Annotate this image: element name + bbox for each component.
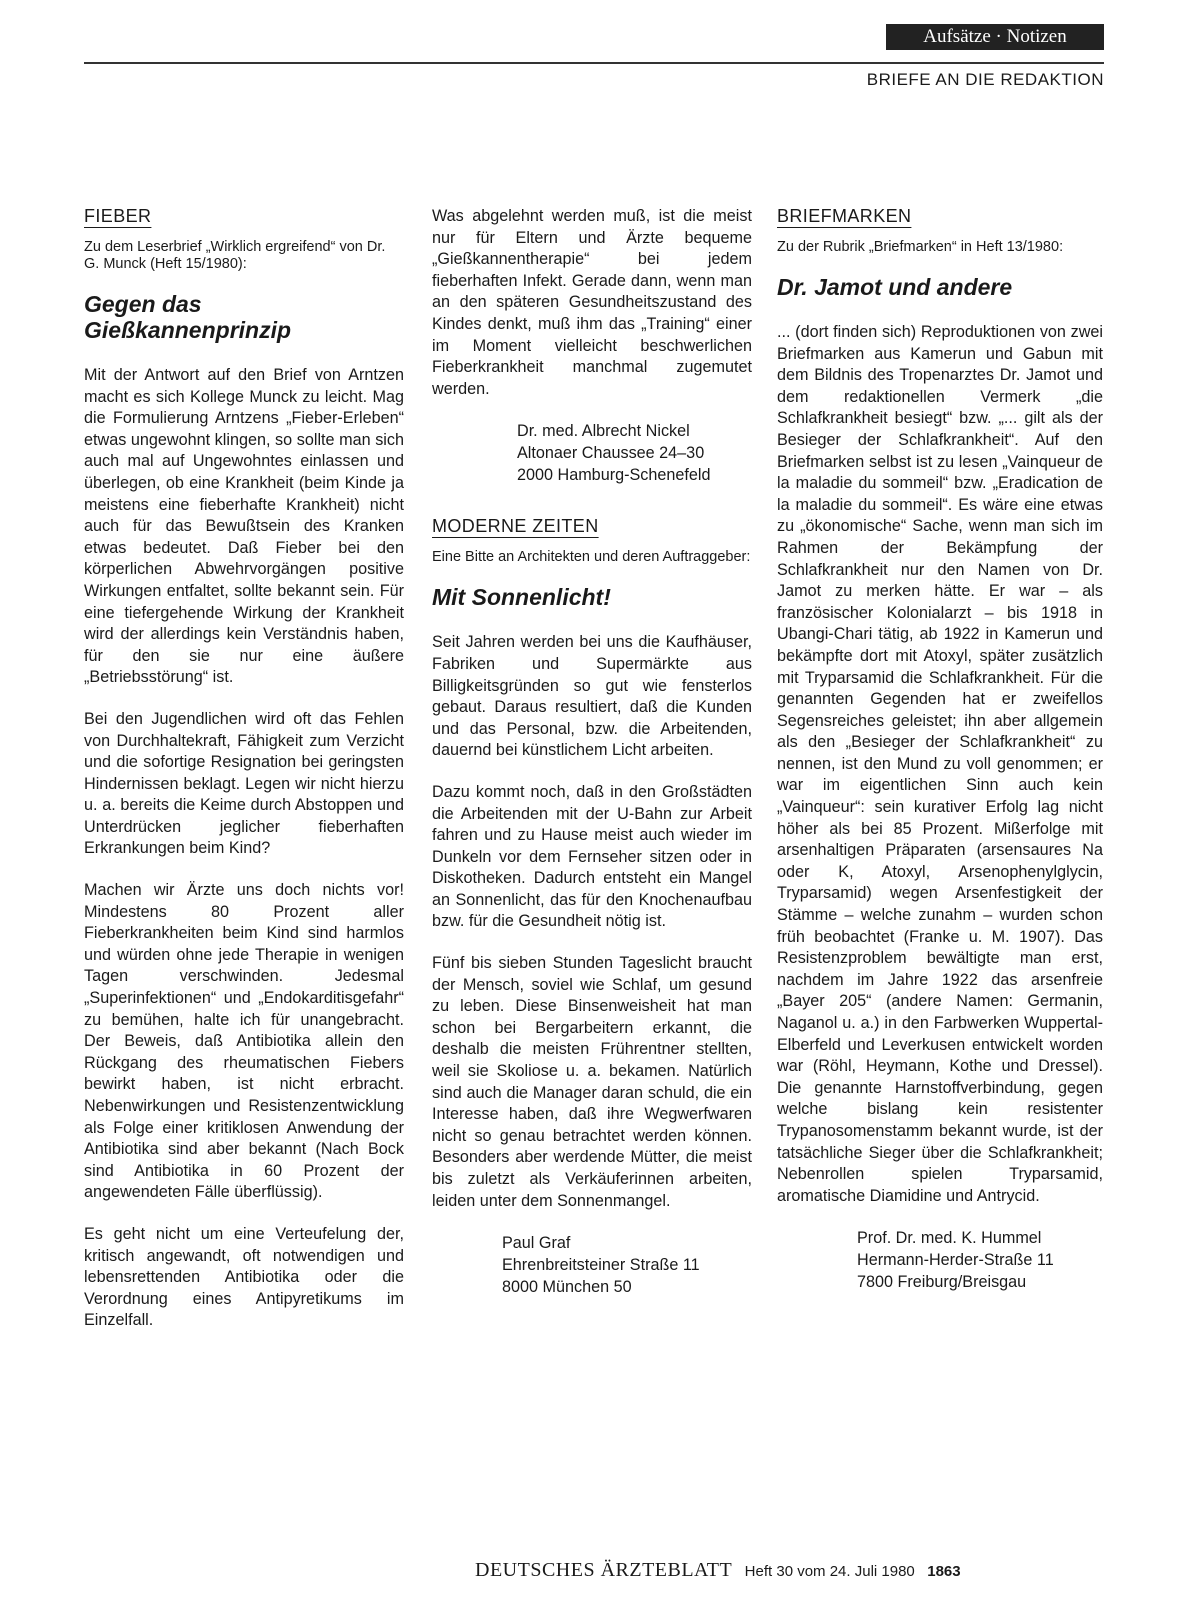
article1-signature (517, 420, 752, 486)
section-title: BRIEFE AN DIE REDAKTION (866, 70, 1104, 89)
article3-headline: Dr. Jamot und andere (777, 274, 1013, 300)
signature-name: Paul Graf (502, 1234, 571, 1253)
signature-city: 8000 München 50 (502, 1278, 632, 1297)
article1-paragraph: Machen wir Ärzte uns doch nichts vor! Mindestens 80 Prozent aller Fieberkrankheiten beim Kind sind harmlos und würden ohne jede Therapie in wenigen Tagen verschwinden. Jedesmal „Superinfektionen“ und „Endokarditisgefahr“ zu bemühen, halte ich für unangebracht. Der Beweis, daß Antibiotika allein den Rückgang des rheumatischen Fiebers bewirkt haben, ist nicht erbracht. Nebenwirkungen und Resistenzentwicklung als Folge einer kritiklosen Anwendung der Antibiotika sind aber bekannt (Nach Bock sind Antibiotika in 60 Prozent der angewendeten Fälle überflüssig). (84, 881, 404, 1202)
column-3 (777, 206, 1103, 1323)
page-number: 1863 (927, 1563, 961, 1580)
article1-intro: Zu dem Leserbrief „Wirklich ergreifend“ von Dr. G. Munck (Heft 15/1980): (84, 239, 386, 272)
section-badge: Aufsätze · Notizen (886, 24, 1104, 50)
article1-paragraph: Mit der Antwort auf den Brief von Arntzen macht es sich Kollege Munck zu leicht. Mag die Formulierung Arntzens „Fieber-Erleben“ etwas ungewohnt klingen, so sollte man sich auch mal auf Ungewohntes einlassen und überlegen, ob eine Krankheit (beim Kinde ja meistens eine fieberhafte Krankheit) nicht auch für das Bewußtsein des Kranken etwas bedeutet. Daß Fieber bei den körperlichen Abwehrvorgängen positive Wirkungen entfaltet, sollte bekannt sein. Für eine tiefergehende Wirkung der Krankheit wird der allerdings kein Verständnis haben, für den sie nur eine äußere „Betriebsstörung“ ist. (84, 366, 404, 687)
article2-signature (502, 1232, 752, 1298)
article1-paragraph: Bei den Jugendlichen wird oft das Fehlen von Durchhaltekraft, Fähigkeit zum Verzicht und die sofortige Resignation bei geringsten Hindernissen beklagt. Legen wir nicht hierzu u. a. bereits die Keime durch Abstoppen und Unterdrücken jeglicher fieberhaften Erkrankungen beim Kind? (84, 709, 404, 858)
signature-city: 7800 Freiburg/Breisgau (857, 1273, 1027, 1292)
article3-rubric: BRIEFMARKEN (777, 206, 912, 226)
header-rule (84, 62, 1104, 64)
article2-headline: Mit Sonnenlicht! (432, 584, 611, 611)
article3-paragraph: ... (dort finden sich) Reproduktionen von zwei Briefmarken aus Kamerun und Gabun mit dem Bildnis des Tropenarztes Dr. Jamot und dem redaktionellen Vermerk „die Schlafkrankheit besiegt“ bzw. „... gilt als der Besieger der Schlafkrankheit“. Auf den Briefmarken selbst ist zu lesen „Vainqueur de la maladie du sommeil“ bzw. „Eradication de la maladie du sommeil“. Es wäre eine etwas zu „ökonomische“ Sache, wenn man sich im Rahmen der Bekämpfung der Schlafkrankheit nur den Namen von Dr. Jamot zu merken hätte. Er war – als französischer Kolonialarzt – bis 1918 in Ubangi-Chari tätig, ab 1922 in Kamerun und bekämpfte dort mit Atoxyl, später zusätzlich mit Tryparsamid die Schlafkrankheit. Für die genannten Gegenden hat er zweifellos Segensreiches geleistet; ihn aber allgemein als den „Besieger der Schlafkrankheit“ zu nennen, ist den Mund zu voll genommen; er war im eigentlichen Sinn auch kein „Vainqueur“: sein kurativer Erfolg lag nicht höher als bei 85 Prozent. Mißerfolge mit arsenhaltigen Präparaten (arsensaures Na oder K, Atoxyl, Arsenophenylglycin, Tryparsamid) wegen Arsenfestigkeit der Stämme – welche zunahm – wurden schon früh beobachtet (Franke u. M. 1907). Das Resistenzproblem bewältigte man erst, nachdem im Jahre 1922 das arsenfreie „Bayer 205“ (andere Namen: Germanin, Naganol u. a.) in den Farbwerken Wuppertal-Elberfeld und Leverkusen entwickelt worden war (Röhl, Heymann, Kothe und Dressel). Die genannte Harnstoffverbindung, gegen welche bislang kein resistenter Trypanosomenstamm bekannt wurde, ist der tatsächliche Sieger über die Schlafkrankheit; Nebenrollen spielen Tryparsamid, aromatische Diamidine und Antrycid. (777, 323, 1103, 1205)
signature-street: Altonaer Chaussee 24–30 (517, 444, 705, 463)
article2-rubric: MODERNE ZEITEN (432, 516, 599, 537)
article2-paragraph: Seit Jahren werden bei uns die Kaufhäuser, Fabriken und Supermärkte aus Billigkeitsgründen so gut wie fensterlos gebaut. Daraus resultiert, daß die Kunden und das Personal, bzw. die Arbeitenden, dauernd bei künstlichem Licht arbeiten. (432, 633, 752, 760)
article3-signature (857, 1227, 1103, 1293)
issue-info: Heft 30 vom 24. Juli 1980 (744, 1563, 915, 1580)
journal-name: DEUTSCHES ÄRZTEBLATT (475, 1559, 733, 1581)
article2-paragraph: Dazu kommt noch, daß in den Großstädten die Arbeitenden mit der U-Bahn zur Arbeit fahren und zu Hause meist auch wieder im Dunkeln vor dem Fernseher sitzen oder in Diskotheken. Dadurch entsteht ein Mangel an Sonnenlicht, das für den Knochenaufbau bzw. für die Gesundheit nötig ist. (432, 782, 752, 931)
signature-city: 2000 Hamburg-Schenefeld (517, 466, 711, 485)
article1-paragraph: Es geht nicht um eine Verteufelung der, kritisch angewandt, oft notwendigen und lebensrettenden Antibiotika oder die Verordnung eines Antipyretikums im Einzelfall. (84, 1224, 404, 1330)
article1-paragraph: Was abgelehnt werden muß, ist die meist nur für Eltern und Ärzte bequeme „Gießkannentherapie“ bei jedem fieberhaften Infekt. Gerade dann, wenn man an den späteren Gesundheitszustand des Kindes denkt, muß ihm das „Training“ einer im Moment vielleicht beschwerlichen Fieberkrankheit manchmal zugemutet werden. (432, 207, 752, 398)
article2-paragraph: Fünf bis sieben Stunden Tageslicht braucht der Mensch, soviel wie Schlaf, um gesund zu leben. Diese Binsenweisheit hat man schon bei Bergarbeitern erkannt, die deshalb die meisten Frührentner stellten, weil sie Skoliose u. a. bekamen. Natürlich sind auch die Manager daran schuld, die ein Interesse haben, daß ihre Wegwerfwaren nicht so genau betrachtet werden können. Besonders aber werdende Mütter, die meist bis zuletzt als Verkäuferinnen arbeiten, leiden unter dem Sonnenmangel. (432, 954, 752, 1210)
signature-street: Ehrenbreitsteiner Straße 11 (502, 1256, 700, 1275)
article3-intro: Zu der Rubrik „Briefmarken“ in Heft 13/1980: (777, 239, 1064, 255)
article2-intro: Eine Bitte an Architekten und deren Auftraggeber: (432, 549, 751, 566)
article1-rubric: FIEBER (84, 206, 152, 226)
column-2 (432, 206, 752, 1328)
article1-headline: Gegen das Gießkannenprinzip (84, 291, 292, 343)
signature-name: Prof. Dr. med. K. Hummel (857, 1229, 1042, 1248)
signature-street: Hermann-Herder-Straße 11 (857, 1251, 1054, 1270)
column-1 (84, 206, 404, 1352)
signature-name: Dr. med. Albrecht Nickel (517, 422, 690, 441)
page-footer (475, 1559, 961, 1582)
